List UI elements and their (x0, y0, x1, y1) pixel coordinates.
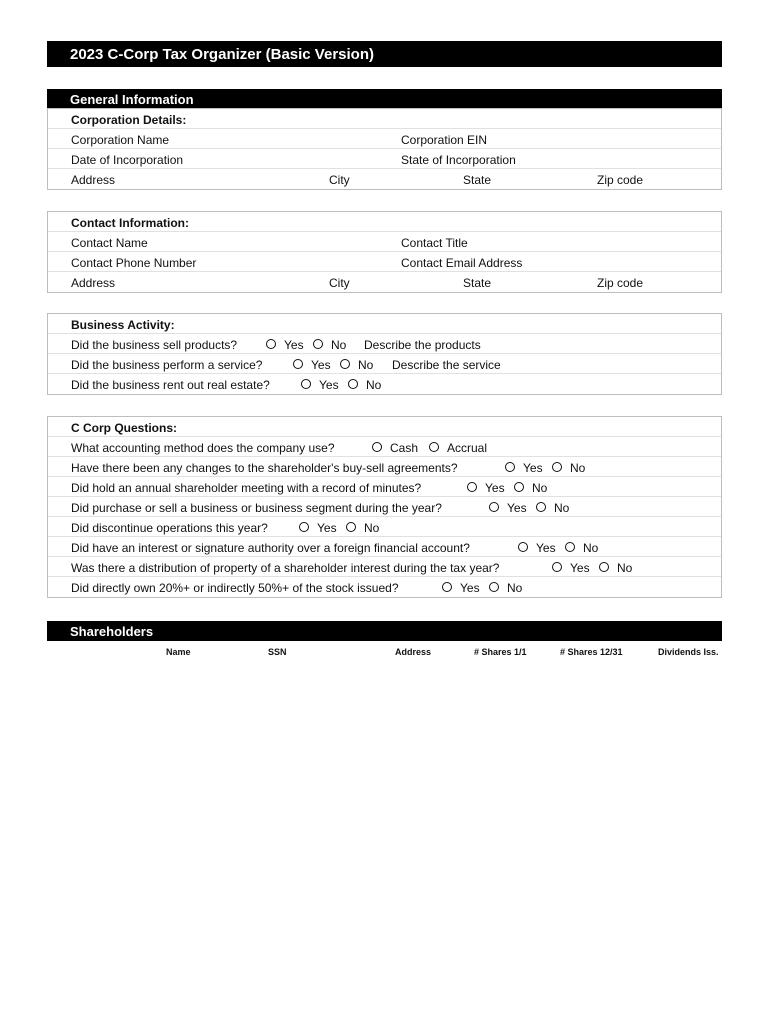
business-segment-no-radio[interactable] (536, 502, 546, 512)
accrual-radio[interactable] (429, 442, 439, 452)
contact-address-label: Address (71, 276, 116, 290)
sell-products-no-radio[interactable] (313, 339, 323, 349)
c-corp-questions-section (47, 416, 722, 598)
column-dividends: Dividends Iss. (658, 647, 719, 657)
general-information-header: General Information (47, 89, 722, 108)
yes-label: Yes (523, 461, 543, 475)
contact-zip-label: Zip code (597, 276, 644, 290)
distribution-no-radio[interactable] (599, 562, 609, 572)
buy-sell-yes-radio[interactable] (505, 462, 515, 472)
no-label: No (532, 481, 548, 495)
cash-label: Cash (390, 441, 419, 455)
contact-name-label: Contact Name (71, 236, 148, 250)
yes-label: Yes (319, 378, 339, 392)
cash-radio[interactable] (372, 442, 382, 452)
contact-phone-label: Contact Phone Number (71, 256, 197, 270)
corporation-name-label: Corporation Name (71, 133, 170, 147)
state-label: State (463, 173, 492, 187)
corporation-details-section (47, 108, 722, 190)
rent-real-estate-yes-radio[interactable] (301, 379, 311, 389)
business-activity-section (47, 313, 722, 395)
discontinue-no-radio[interactable] (346, 522, 356, 532)
corporation-details-label: Corporation Details: (71, 113, 187, 127)
business-activity-label: Business Activity: (71, 318, 175, 332)
perform-service-question: Did the business perform a service? (71, 358, 263, 372)
no-label: No (554, 501, 570, 515)
city-label: City (329, 173, 350, 187)
stock-ownership-yes-radio[interactable] (442, 582, 452, 592)
describe-products-label: Describe the products (364, 338, 481, 352)
contact-information-label: Contact Information: (71, 216, 189, 230)
buy-sell-no-radio[interactable] (552, 462, 562, 472)
annual-meeting-no-radio[interactable] (514, 482, 524, 492)
foreign-account-no-radio[interactable] (565, 542, 575, 552)
rent-real-estate-question: Did the business rent out real estate? (71, 378, 270, 392)
contact-state-label: State (463, 276, 492, 290)
yes-label: Yes (536, 541, 556, 555)
corporation-ein-label: Corporation EIN (401, 133, 488, 147)
column-address: Address (395, 647, 432, 657)
contact-email-label: Contact Email Address (401, 256, 523, 270)
no-label: No (617, 561, 633, 575)
sell-products-yes-radio[interactable] (266, 339, 276, 349)
contact-city-label: City (329, 276, 350, 290)
foreign-account-yes-radio[interactable] (518, 542, 528, 552)
accounting-method-question: What accounting method does the company use? (71, 441, 335, 455)
contact-information-section (47, 211, 722, 293)
page-title: 2023 C-Corp Tax Organizer (Basic Version) (47, 41, 722, 67)
business-segment-question: Did purchase or sell a business or business segment during the year? (71, 501, 442, 515)
yes-label: Yes (507, 501, 527, 515)
yes-label: Yes (311, 358, 331, 372)
sell-products-question: Did the business sell products? (71, 338, 238, 352)
stock-ownership-no-radio[interactable] (489, 582, 499, 592)
discontinue-yes-radio[interactable] (299, 522, 309, 532)
yes-label: Yes (460, 581, 480, 595)
yes-label: Yes (485, 481, 505, 495)
column-shares-start: # Shares 1/1 (474, 647, 527, 657)
no-label: No (507, 581, 523, 595)
perform-service-no-radio[interactable] (340, 359, 350, 369)
no-label: No (366, 378, 382, 392)
no-label: No (570, 461, 586, 475)
distribution-question: Was there a distribution of property of a shareholder interest during the tax year? (71, 561, 500, 575)
annual-meeting-question: Did hold an annual shareholder meeting with a record of minutes? (71, 481, 422, 495)
yes-label: Yes (284, 338, 304, 352)
column-shares-end: # Shares 12/31 (560, 647, 623, 657)
perform-service-yes-radio[interactable] (293, 359, 303, 369)
no-label: No (331, 338, 347, 352)
discontinue-operations-question: Did discontinue operations this year? (71, 521, 268, 535)
date-of-incorporation-label: Date of Incorporation (71, 153, 184, 167)
shareholders-header: Shareholders (47, 621, 722, 641)
yes-label: Yes (570, 561, 590, 575)
annual-meeting-yes-radio[interactable] (467, 482, 477, 492)
contact-title-label: Contact Title (401, 236, 468, 250)
no-label: No (364, 521, 380, 535)
address-label: Address (71, 173, 116, 187)
stock-ownership-question: Did directly own 20%+ or indirectly 50%+ of the stock issued? (71, 581, 399, 595)
state-of-incorporation-label: State of Incorporation (401, 153, 516, 167)
foreign-account-question: Did have an interest or signature authority over a foreign financial account? (71, 541, 470, 555)
describe-service-label: Describe the service (392, 358, 501, 372)
no-label: No (358, 358, 374, 372)
column-name: Name (166, 647, 191, 657)
rent-real-estate-no-radio[interactable] (348, 379, 358, 389)
business-segment-yes-radio[interactable] (489, 502, 499, 512)
zip-code-label: Zip code (597, 173, 644, 187)
distribution-yes-radio[interactable] (552, 562, 562, 572)
c-corp-questions-label: C Corp Questions: (71, 421, 178, 435)
accrual-label: Accrual (447, 441, 488, 455)
yes-label: Yes (317, 521, 337, 535)
buy-sell-question: Have there been any changes to the shareholder's buy-sell agreements? (71, 461, 458, 475)
column-ssn: SSN (268, 647, 287, 657)
no-label: No (583, 541, 599, 555)
